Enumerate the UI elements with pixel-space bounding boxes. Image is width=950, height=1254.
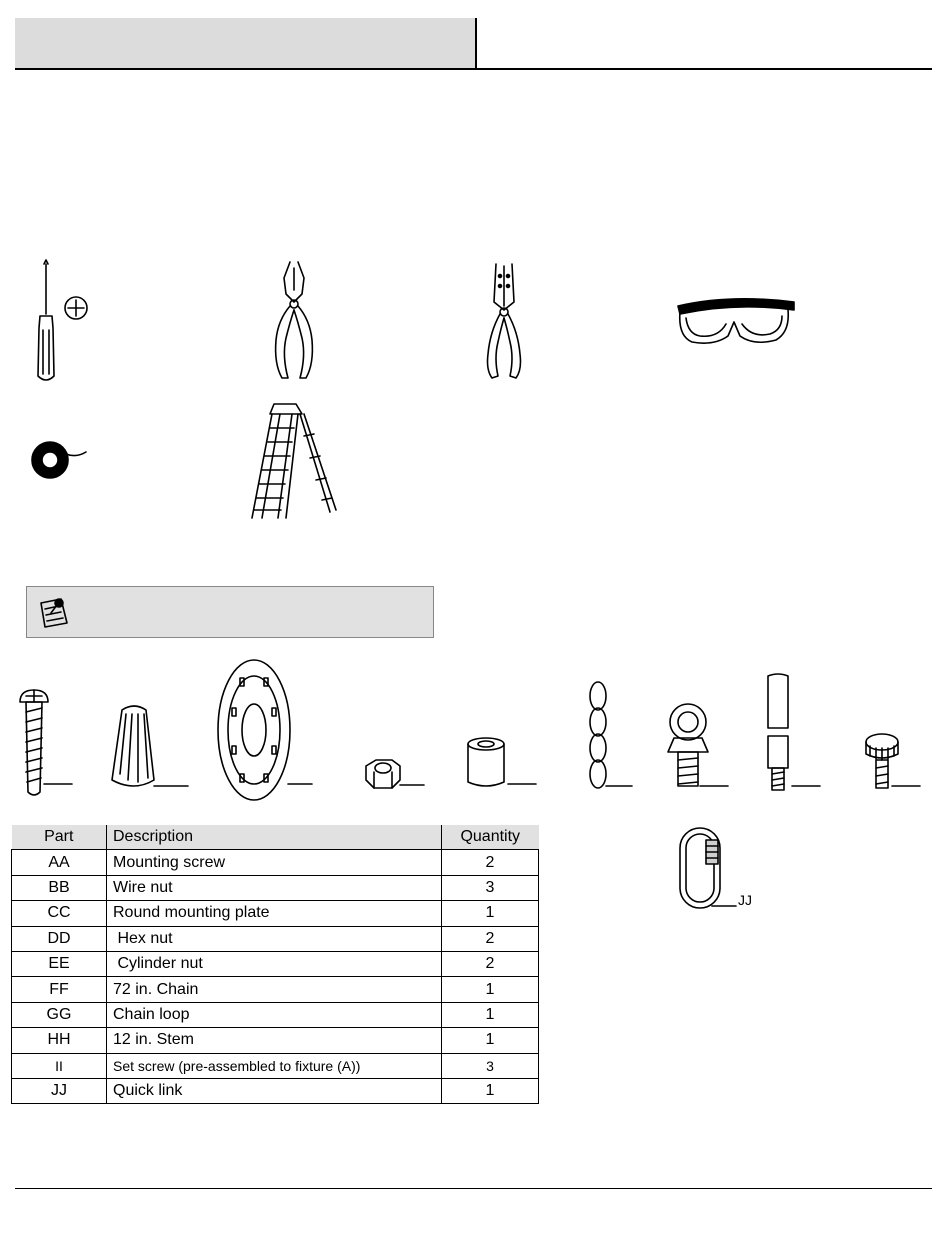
table-row [12, 901, 539, 926]
table-header-row [12, 825, 539, 850]
part-description: Wire nut [107, 875, 442, 900]
part-code: AA [12, 850, 107, 875]
phillips-screwdriver-icon [22, 258, 94, 384]
part-description: Round mounting plate [107, 901, 442, 926]
part-description: Quick link [107, 1078, 442, 1103]
part-description: Cylinder nut [107, 951, 442, 976]
wire-stripper-icon [480, 262, 530, 382]
table-row [12, 1002, 539, 1027]
table-row [12, 951, 539, 976]
part-code: FF [12, 977, 107, 1002]
table-row [12, 1078, 539, 1103]
mounting-screw-illustration [14, 686, 74, 798]
round-mounting-plate-illustration [210, 658, 314, 804]
part-quantity: 1 [442, 1028, 539, 1053]
footer-rule [15, 1188, 932, 1189]
part-quantity: 3 [442, 1053, 539, 1078]
part-code: BB [12, 875, 107, 900]
header-title-bar [15, 18, 477, 68]
table-row [12, 926, 539, 951]
pliers-icon [270, 260, 320, 382]
parts-table [11, 825, 539, 1104]
part-quantity: 2 [442, 926, 539, 951]
part-quantity: 1 [442, 901, 539, 926]
set-screw-illustration [862, 732, 922, 794]
cylinder-nut-illustration [462, 736, 538, 792]
chain-loop-illustration [664, 700, 730, 792]
table-row [12, 1028, 539, 1053]
part-code: GG [12, 1002, 107, 1027]
stem-illustration [762, 672, 822, 796]
part-quantity: 2 [442, 850, 539, 875]
chain-illustration [584, 680, 634, 798]
notepad-pin-icon [37, 595, 71, 629]
part-quantity: 2 [442, 951, 539, 976]
step-ladder-icon [248, 400, 338, 522]
part-code: DD [12, 926, 107, 951]
part-quantity: 1 [442, 977, 539, 1002]
column-header-description: Description [107, 825, 442, 850]
part-quantity: 1 [442, 1078, 539, 1103]
safety-glasses-icon [670, 292, 800, 348]
part-description: 72 in. Chain [107, 977, 442, 1002]
part-description: Hex nut [107, 926, 442, 951]
part-code: HH [12, 1028, 107, 1053]
part-description: 12 in. Stem [107, 1028, 442, 1053]
table-row [12, 850, 539, 875]
part-code: JJ [12, 1078, 107, 1103]
column-header-part: Part [12, 825, 107, 850]
part-quantity: 3 [442, 875, 539, 900]
hex-nut-illustration [360, 758, 426, 792]
part-code: CC [12, 901, 107, 926]
part-description: Chain loop [107, 1002, 442, 1027]
table-row [12, 1053, 539, 1078]
column-header-quantity: Quantity [442, 825, 539, 850]
part-description: Mounting screw [107, 850, 442, 875]
header-rule [15, 68, 932, 70]
part-quantity: 1 [442, 1002, 539, 1027]
part-description: Set screw (pre-assembled to fixture (A)) [107, 1053, 442, 1078]
table-row [12, 875, 539, 900]
electrical-tape-icon [30, 438, 90, 482]
hardware-note-box [26, 586, 434, 638]
part-code: EE [12, 951, 107, 976]
quick-link-label: JJ [738, 892, 752, 908]
table-row [12, 977, 539, 1002]
wire-nut-illustration [108, 700, 190, 794]
part-code: II [12, 1053, 107, 1078]
